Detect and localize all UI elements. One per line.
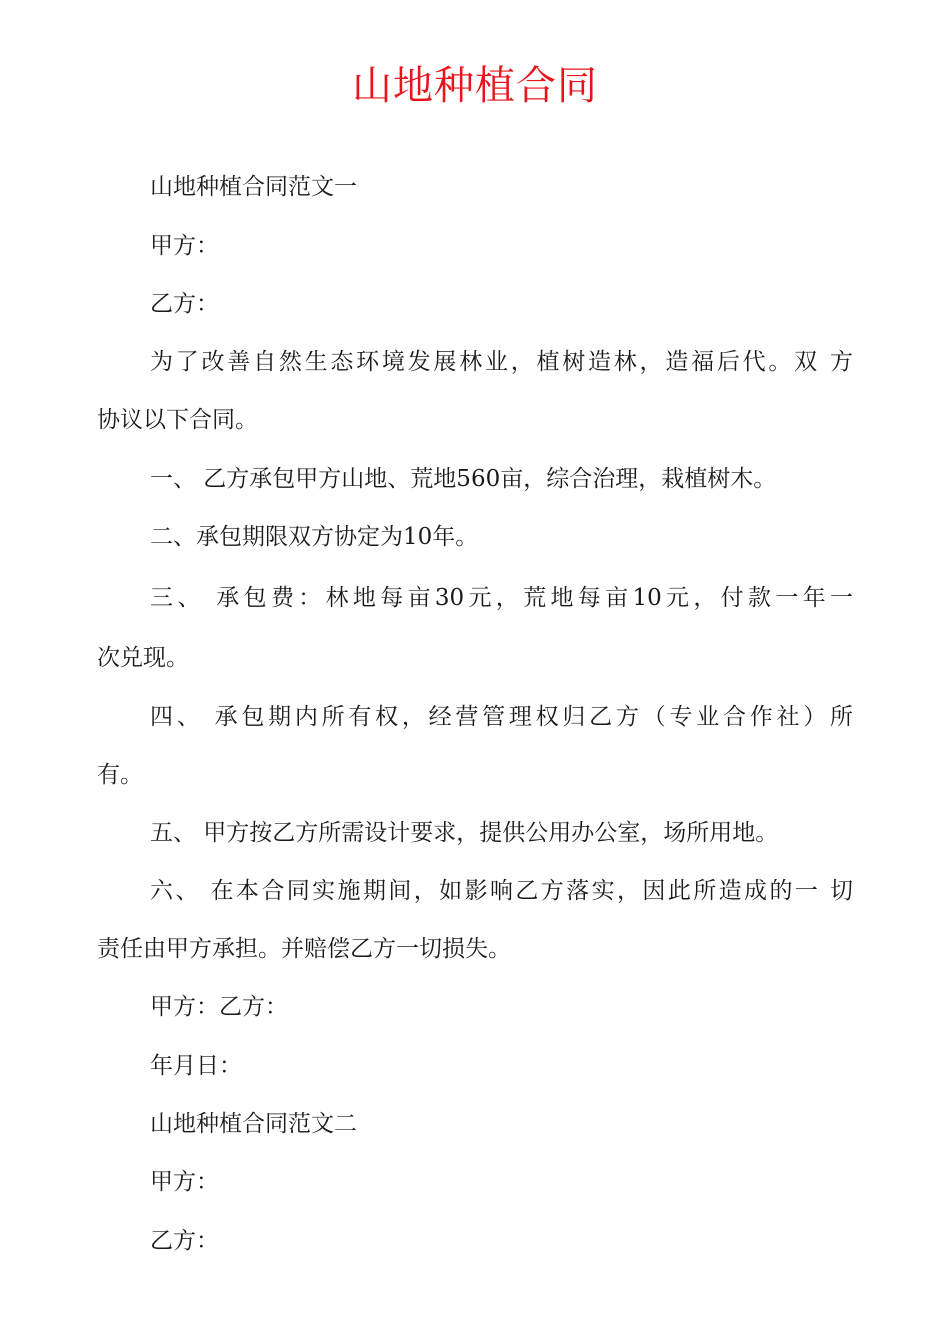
party-a-label-2: 甲方： (150, 1169, 219, 1195)
clause-6-line-1: 六、 在本合同实施期间，如影响乙方落实，因此所造成的一 切 (150, 878, 853, 904)
clause-3-line-2: 次兑现。 (97, 645, 189, 671)
clause-4-line-1: 四、 承包期内所有权，经营管理权归乙方（专业合作社）所 (150, 704, 853, 730)
document-title: 山地种植合同 (352, 63, 598, 109)
party-a-label: 甲方： (150, 233, 219, 259)
clause-6-line-2: 责任由甲方承担。并赔偿乙方一切损失。 (97, 936, 511, 962)
clause-4-line-2: 有。 (97, 762, 143, 788)
clause-2: 二、承包期限双方协定为10年。 (150, 524, 479, 550)
clause-1: 一、 乙方承包甲方山地、荒地560亩，综合治理，栽植树木。 (150, 466, 777, 492)
clause-5: 五、 甲方按乙方所需设计要求，提供公用办公室，场所用地。 (150, 820, 779, 846)
party-b-label-2: 乙方： (150, 1228, 219, 1254)
preamble-line-1: 为了改善自然生态环境发展林业，植树造林，造福后代。双 方 (150, 349, 853, 375)
signature-date: 年月日： (150, 1053, 242, 1079)
preamble-line-2: 协议以下合同。 (97, 407, 258, 433)
section-heading-2: 山地种植合同范文二 (150, 1111, 357, 1137)
section-heading-1: 山地种植合同范文一 (150, 174, 357, 200)
clause-3-line-1: 三、 承包费：林地每亩30元，荒地每亩10元，付款一年一 (150, 585, 853, 611)
signature-parties: 甲方：乙方： (150, 994, 288, 1020)
party-b-label: 乙方： (150, 291, 219, 317)
